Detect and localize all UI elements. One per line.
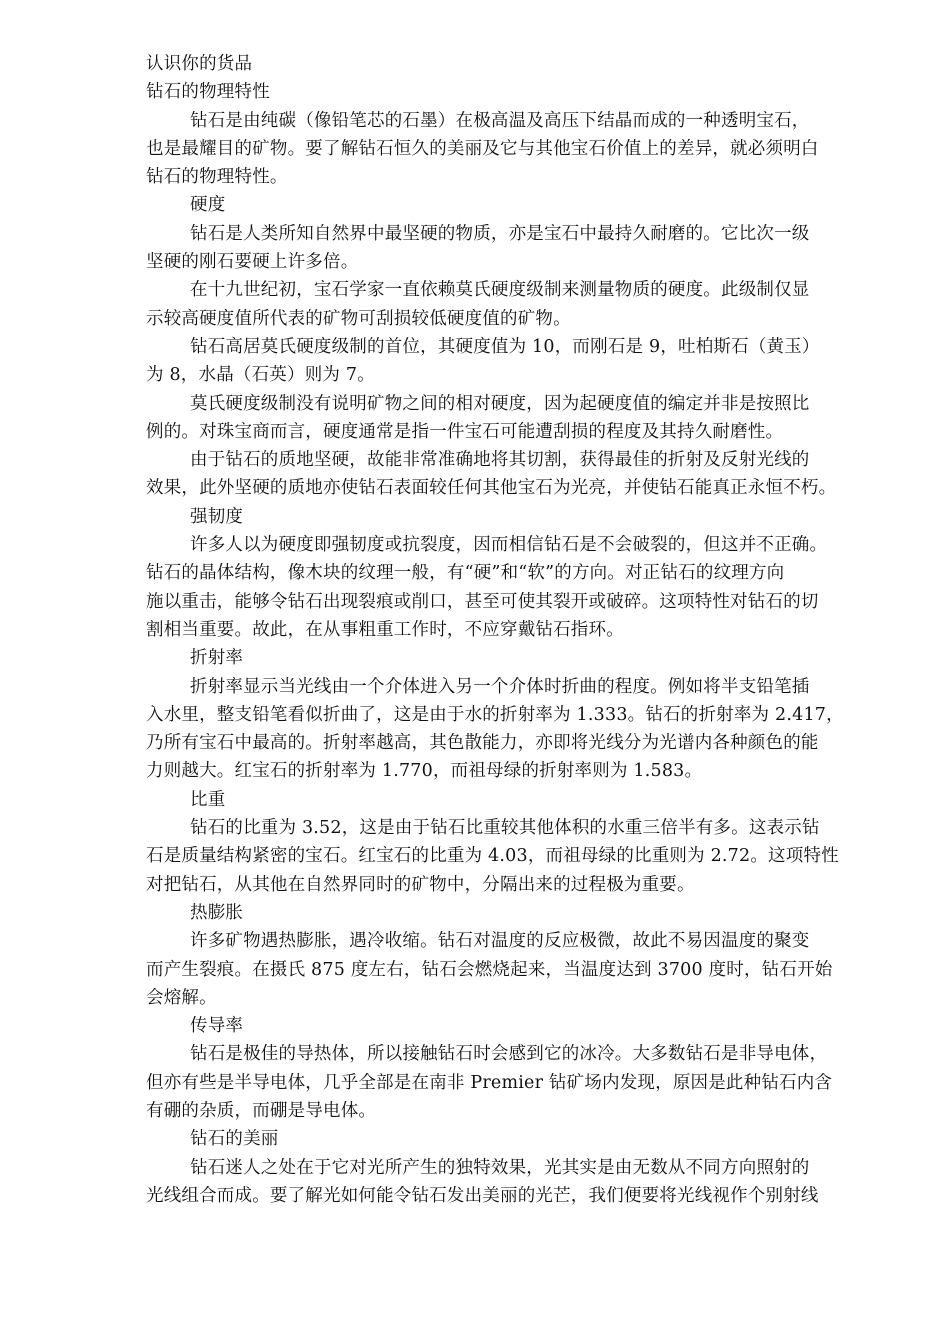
text-line: 会熔解。 [146, 987, 217, 1008]
text-line: 对把钻石，从其他在自然界同时的矿物中，分隔出来的过程极为重要。 [146, 874, 695, 895]
text-line: 例的。对珠宝商而言，硬度通常是指一件宝石可能遭刮损的程度及其持久耐磨性。 [146, 421, 784, 442]
text-line: 入水里，整支铅笔看似折曲了，这是由于水的折射率为 1.333。钻石的折射率为 2.417， [146, 704, 844, 725]
document-page [146, 50, 886, 1210]
text-line: 钻石的物理特性。 [146, 167, 288, 188]
text-line: 钻石是人类所知自然界中最坚硬的物质，亦是宝石中最持久耐磨的。它比次一级 [190, 223, 810, 244]
text-line: 钻石高居莫氏硬度级制的首位，其硬度值为 10，而刚石是 9，吐柏斯石（黄玉） [190, 336, 820, 357]
text-line: 折射率 [190, 648, 244, 669]
text-line: 割相当重要。故此，在从事粗重工作时，不应穿戴钻石指环。 [146, 619, 624, 640]
text-line: 传导率 [190, 1016, 244, 1037]
text-line: 石是质量结构紧密的宝石。红宝石的比重为 4.03，而祖母绿的比重则为 2.72。这项特性 [146, 846, 839, 867]
document-body [146, 107, 886, 1211]
document-title: 认识你的货品 [146, 54, 253, 74]
text-line: 坚硬的刚石要硬上许多倍。 [146, 252, 359, 273]
text-line: 乃所有宝石中最高的。折射率越高，其色散能力，亦即将光线分为光谱内各种颜色的能 [146, 733, 819, 754]
text-line: 光线组合而成。要了解光如何能令钻石发出美丽的光芒，我们便要将光线视作个别射线 [146, 1185, 819, 1206]
text-line: 施以重击，能够令钻石出现裂痕或削口，甚至可使其裂开或破碎。这项特性对钻石的切 [146, 591, 819, 612]
text-line: 为 8，水晶（石英）则为 7。 [146, 365, 375, 386]
text-line: 效果，此外坚硬的质地亦使钻石表面较任何其他宝石为光亮，并使钻石能真正永恒不朽。 [146, 478, 837, 499]
text-line: 许多人以为硬度即强韧度或抗裂度，因而相信钻石是不会破裂的，但这并不正确。 [190, 535, 828, 556]
text-line: 许多矿物遇热膨胀，遇冷收缩。钻石对温度的反应极微，故此不易因温度的聚变 [190, 931, 810, 952]
text-line: 硬度 [190, 195, 226, 216]
text-line: 折射率显示当光线由一个介体进入另一个介体时折曲的程度。例如将半支铅笔插 [190, 676, 810, 697]
text-line: 在十九世纪初，宝石学家一直依赖莫氏硬度级制来测量物质的硬度。此级制仅显 [190, 280, 810, 301]
text-line: 钻石的比重为 3.52，这是由于钻石比重较其他体积的水重三倍半有多。这表示钻 [190, 818, 820, 839]
section-heading: 钻石的物理特性 [146, 82, 270, 103]
text-line: 比重 [190, 789, 226, 810]
text-line: 钻石是极佳的导热体，所以接触钻石时会感到它的冰冷。大多数钻石是非导电体， [190, 1044, 828, 1065]
text-line: 钻石的美丽 [190, 1129, 279, 1150]
text-line: 钻石是由纯碳（像铅笔芯的石墨）在极高温及高压下结晶而成的一种透明宝石， [190, 110, 810, 131]
text-line: 热膨胀 [190, 902, 244, 923]
text-line: 力则越大。红宝石的折射率为 1.770，而祖母绿的折射率则为 1.583。 [146, 761, 703, 782]
text-line: 钻石的晶体结构，像木块的纹理一般，有“硬”和“软”的方向。对正钻石的纹理方向 [146, 563, 785, 584]
text-line: 而产生裂痕。在摄氏 875 度左右，钻石会燃烧起来，当温度达到 3700 度时，钻石开始 [146, 959, 833, 980]
text-line: 强韧度 [190, 506, 244, 527]
text-line: 示较高硬度值所代表的矿物可刮损较低硬度值的矿物。 [146, 308, 571, 329]
text-line: 莫氏硬度级制没有说明矿物之间的相对硬度，因为起硬度值的编定并非是按照比 [190, 393, 810, 414]
text-line: 有硼的杂质，而硼是导电体。 [146, 1100, 377, 1121]
text-line: 钻石迷人之处在于它对光所产生的独特效果，光其实是由无数从不同方向照射的 [190, 1157, 810, 1178]
text-line: 但亦有些是半导电体，几乎全部是在南非 Premier 钻矿场内发现，原因是此种钻石内含 [146, 1072, 833, 1093]
text-line: 由于钻石的质地坚硬，故能非常准确地将其切割，获得最佳的折射及反射光线的 [190, 450, 810, 471]
text-line: 也是最耀目的矿物。要了解钻石恒久的美丽及它与其他宝石价值上的差异，就必须明白 [146, 138, 819, 159]
